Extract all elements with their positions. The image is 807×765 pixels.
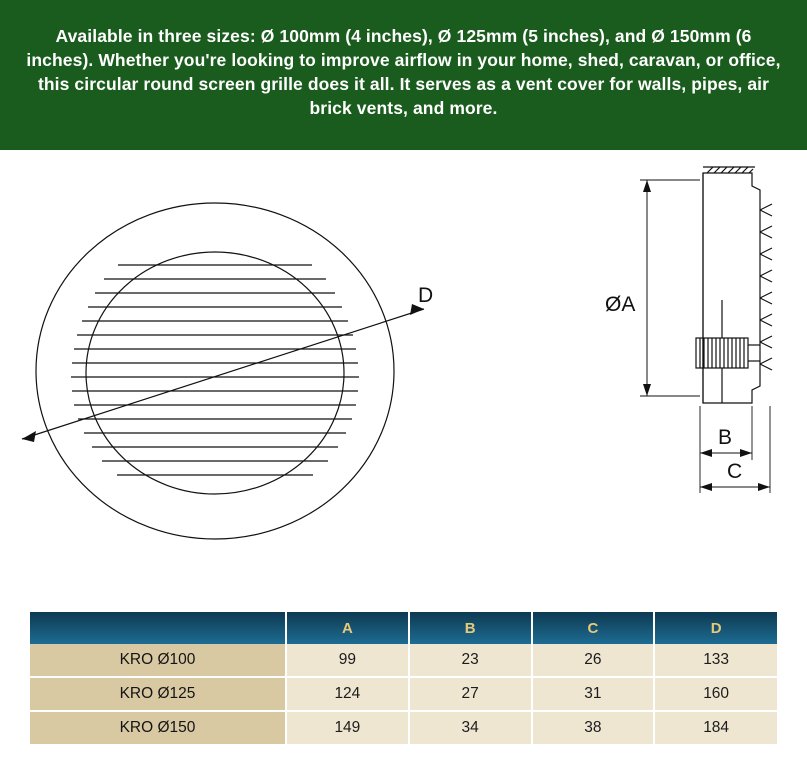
row-value-b: 27 xyxy=(409,677,532,711)
table-header-row xyxy=(30,612,777,644)
dimension-label-d: D xyxy=(418,284,434,307)
front-view-grille xyxy=(22,203,424,539)
specification-table xyxy=(30,612,777,744)
row-model-name: KRO Ø100 xyxy=(30,644,286,677)
dimension-label-c: C xyxy=(727,460,743,483)
table-header-b: B xyxy=(409,612,532,644)
row-value-b: 34 xyxy=(409,711,532,744)
row-value-c: 38 xyxy=(532,711,655,744)
technical-drawing xyxy=(0,150,807,590)
specification-table-wrapper xyxy=(30,612,777,744)
table-header-d: D xyxy=(654,612,777,644)
row-value-b: 23 xyxy=(409,644,532,677)
row-value-d: 184 xyxy=(654,711,777,744)
product-description-text: Available in three sizes: Ø 100mm (4 inches), Ø 125mm (5 inches), and Ø 150mm (6 inches). Whether you're looking to improve airflow in your home, shed, caravan, or office, this circular round screen grille does it all. It serves as a vent cover for walls, pipes, air brick vents, and more. xyxy=(26,26,781,118)
table-row xyxy=(30,677,777,711)
dimension-label-b: B xyxy=(718,426,733,449)
row-value-d: 133 xyxy=(654,644,777,677)
row-value-a: 149 xyxy=(286,711,409,744)
table-header-a: A xyxy=(286,612,409,644)
table-header-c: C xyxy=(532,612,655,644)
row-value-a: 124 xyxy=(286,677,409,711)
row-model-name: KRO Ø150 xyxy=(30,711,286,744)
row-model-name: KRO Ø125 xyxy=(30,677,286,711)
row-value-d: 160 xyxy=(654,677,777,711)
product-description-banner xyxy=(0,0,807,150)
row-value-a: 99 xyxy=(286,644,409,677)
row-value-c: 26 xyxy=(532,644,655,677)
row-value-c: 31 xyxy=(532,677,655,711)
table-header-blank xyxy=(30,612,286,644)
table-row xyxy=(30,711,777,744)
side-view-section xyxy=(640,167,772,493)
dimension-label-a: ØA xyxy=(605,293,636,316)
table-row xyxy=(30,644,777,677)
